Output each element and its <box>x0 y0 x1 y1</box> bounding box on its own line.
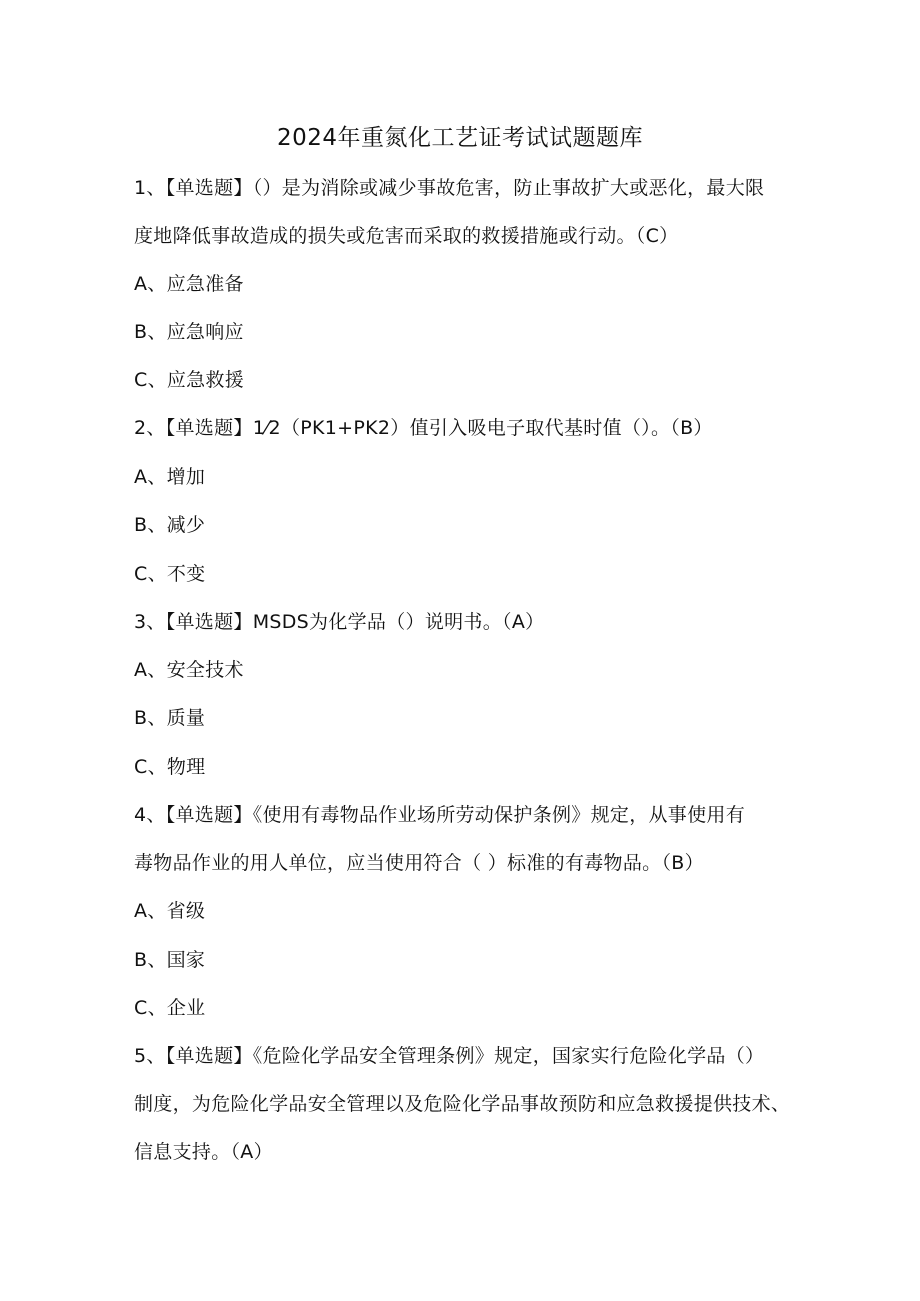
question-2-option-a: A、增加 <box>134 466 206 488</box>
question-1-line-1: 1、【单选题】（）是为消除或减少事故危害，防止事故扩大或恶化，最大限 <box>134 177 765 199</box>
question-3-option-a: A、安全技术 <box>134 659 244 681</box>
question-4-line-1: 4、【单选题】《使用有毒物品作业场所劳动保护条例》规定，从事使用有 <box>134 804 745 826</box>
question-2-line-1: 2、【单选题】1⁄2（PK1+PK2）值引入吸电子取代基时值（）。（B） <box>134 417 713 439</box>
question-3-option-b: B、质量 <box>134 707 206 729</box>
question-3-option-c: C、物理 <box>134 756 206 778</box>
question-4-option-b: B、国家 <box>134 949 206 971</box>
document-title: 2024年重氮化工艺证考试试题题库 <box>276 125 644 151</box>
question-4-option-a: A、省级 <box>134 900 206 922</box>
question-4-option-c: C、企业 <box>134 997 206 1019</box>
question-2-option-c: C、不变 <box>134 563 206 585</box>
question-2-option-b: B、减少 <box>134 514 206 536</box>
question-4-line-2: 毒物品作业的用人单位，应当使用符合（ ）标准的有毒物品。（B） <box>134 852 704 874</box>
question-5-line-1: 5、【单选题】《危险化学品安全管理条例》规定，国家实行危险化学品（） <box>134 1045 765 1067</box>
question-3-line-1: 3、【单选题】MSDS为化学品（）说明书。（A） <box>134 611 545 633</box>
question-5-line-2: 制度，为危险化学品安全管理以及危险化学品事故预防和应急救援提供技术、 <box>134 1093 791 1115</box>
question-5-line-3: 信息支持。（A） <box>134 1141 273 1163</box>
question-1-option-c: C、应急救援 <box>134 369 245 391</box>
question-1-option-a: A、应急准备 <box>134 273 244 295</box>
question-1-option-b: B、应急响应 <box>134 321 244 343</box>
question-1-line-2: 度地降低事故造成的损失或危害而采取的救援措施或行动。（C） <box>134 225 679 247</box>
